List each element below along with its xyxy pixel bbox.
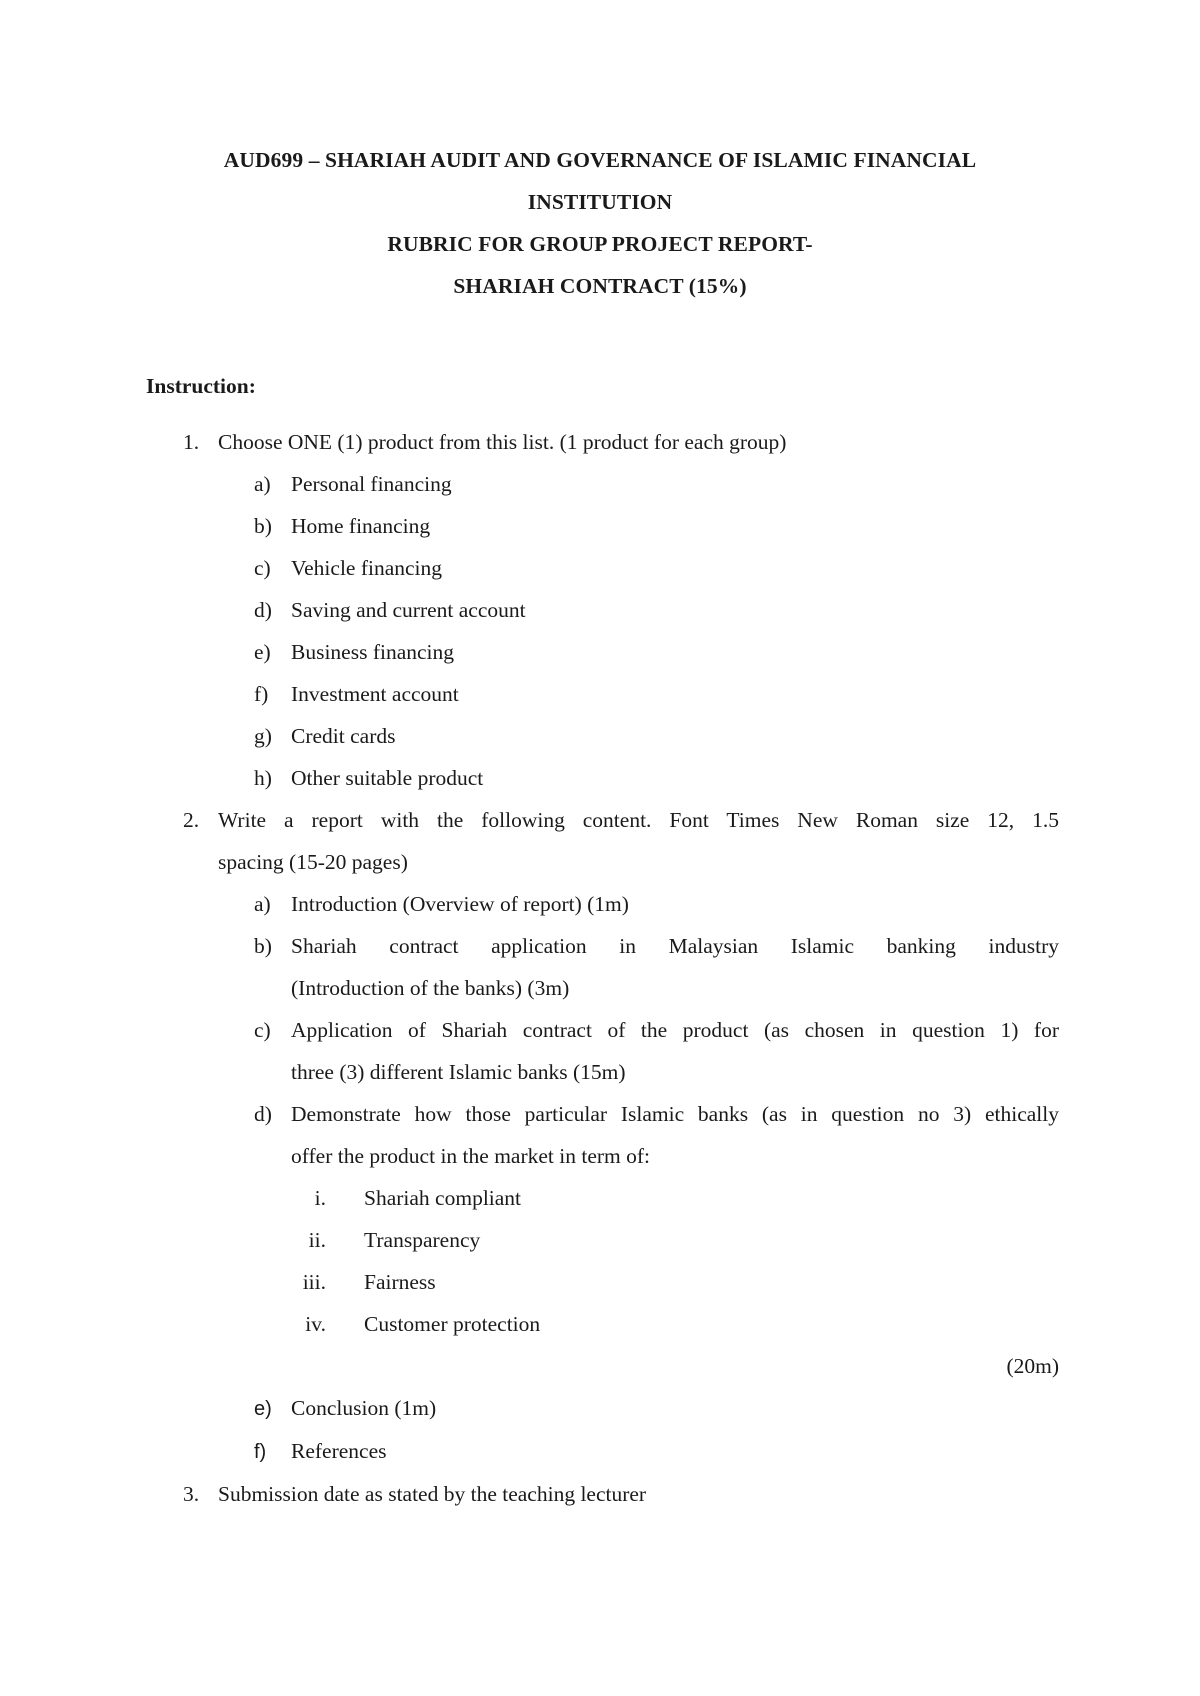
- option-d-letter: d): [254, 598, 272, 622]
- item-1-number: 1.: [183, 430, 200, 454]
- option-b-text: Home financing: [291, 514, 431, 538]
- subitem-iii-text: Fairness: [364, 1270, 436, 1294]
- content-c-line-2: three (3) different Islamic banks (15m): [291, 1060, 626, 1084]
- option-a-text: Personal financing: [291, 472, 452, 496]
- instruction-heading: Instruction:: [146, 374, 256, 398]
- subitem-ii-numeral: ii.: [308, 1228, 326, 1252]
- content-d-marks: (20m): [1006, 1354, 1059, 1378]
- option-g-text: Credit cards: [291, 724, 396, 748]
- item-3-number: 3.: [183, 1482, 200, 1506]
- content-d-letter: d): [254, 1102, 272, 1126]
- subitem-iii-numeral: iii.: [302, 1270, 326, 1294]
- content-c-letter: c): [254, 1018, 271, 1042]
- option-a-letter: a): [254, 472, 271, 496]
- item-2-number: 2.: [183, 808, 200, 832]
- option-b-letter: b): [254, 514, 272, 538]
- item-2-text-line-1: Write a report with the following content. Font Times New Roman size 12, 1.5: [218, 808, 1059, 832]
- option-h-letter: h): [254, 766, 272, 790]
- content-b-line-2: (Introduction of the banks) (3m): [291, 976, 570, 1000]
- content-e-letter: e): [254, 1398, 272, 1420]
- option-c-letter: c): [254, 556, 271, 580]
- option-g-letter: g): [254, 724, 272, 748]
- document-title-line-1: AUD699 – SHARIAH AUDIT AND GOVERNANCE OF ISLAMIC FINANCIAL: [223, 148, 977, 172]
- content-f-letter: f): [254, 1441, 267, 1463]
- content-f-text: References: [291, 1439, 387, 1463]
- content-a-text: Introduction (Overview of report) (1m): [291, 892, 629, 916]
- document-subtitle-line-1: RUBRIC FOR GROUP PROJECT REPORT-: [387, 232, 813, 256]
- option-d-text: Saving and current account: [291, 598, 526, 622]
- subitem-i-numeral: i.: [314, 1186, 326, 1210]
- content-c-line-1: Application of Shariah contract of the product (as chosen in question 1) for: [291, 1018, 1059, 1042]
- option-e-letter: e): [254, 640, 271, 664]
- content-b-letter: b): [254, 934, 272, 958]
- item-3-text: Submission date as stated by the teaching lecturer: [218, 1482, 647, 1506]
- item-2-text-line-2: spacing (15-20 pages): [218, 850, 408, 874]
- subitem-i-text: Shariah compliant: [364, 1186, 522, 1210]
- subitem-iv-text: Customer protection: [364, 1312, 541, 1336]
- content-b-line-1: Shariah contract application in Malaysian Islamic banking industry: [291, 934, 1059, 958]
- option-h-text: Other suitable product: [291, 766, 484, 790]
- option-e-text: Business financing: [291, 640, 455, 664]
- content-a-letter: a): [254, 892, 271, 916]
- subitem-ii-text: Transparency: [364, 1228, 481, 1252]
- option-c-text: Vehicle financing: [291, 556, 443, 580]
- content-d-line-2: offer the product in the market in term of:: [291, 1144, 651, 1168]
- content-e-text: Conclusion (1m): [291, 1396, 437, 1420]
- content-d-line-1: Demonstrate how those particular Islamic banks (as in question no 3) ethically: [291, 1102, 1059, 1126]
- option-f-letter: f): [254, 682, 269, 706]
- subitem-iv-numeral: iv.: [305, 1312, 326, 1336]
- item-1-text: Choose ONE (1) product from this list. (1 product for each group): [218, 430, 787, 454]
- option-f-text: Investment account: [291, 682, 459, 706]
- document-subtitle-line-2: SHARIAH CONTRACT (15%): [453, 274, 747, 298]
- document-title-line-2: INSTITUTION: [527, 190, 673, 214]
